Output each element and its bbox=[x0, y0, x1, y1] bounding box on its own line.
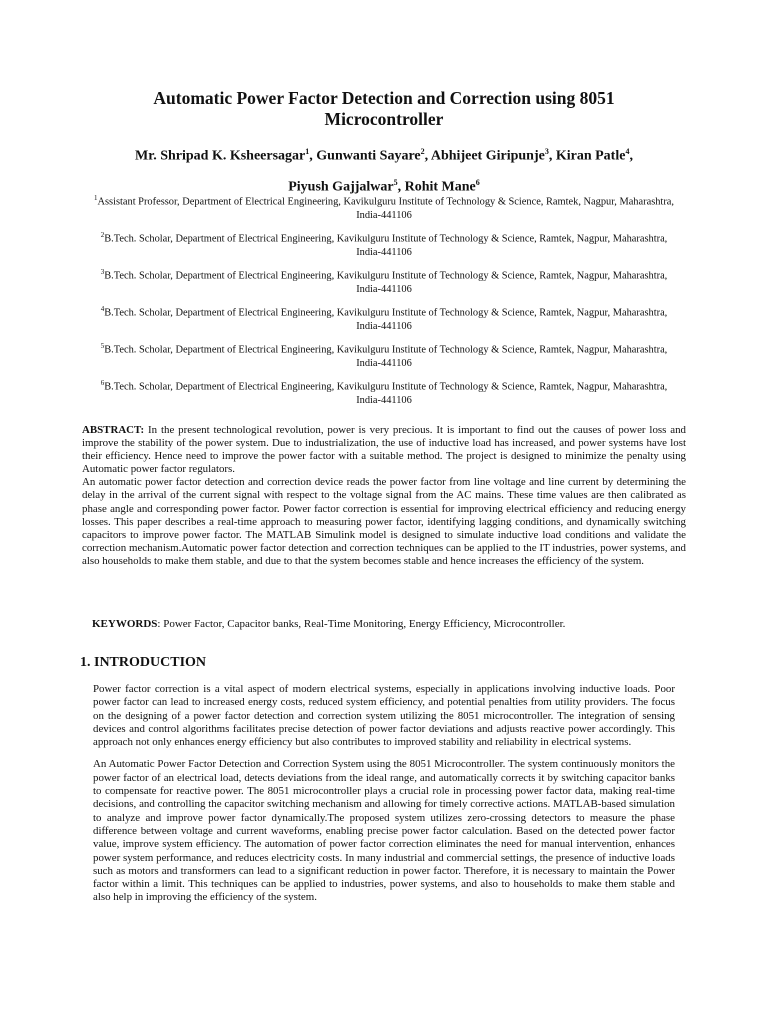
author-name: Rohit Mane bbox=[404, 179, 476, 195]
affiliation bbox=[90, 340, 678, 377]
author-separator: , bbox=[309, 148, 317, 164]
author-superscript: 3 bbox=[544, 147, 549, 156]
affiliation bbox=[90, 229, 678, 266]
author-name: Gunwanti Sayare bbox=[316, 148, 421, 164]
author-superscript: 5 bbox=[393, 177, 398, 187]
affiliation-text: Assistant Professor, Department of Electrical Engineering, Kavikulguru Institute of Technology & Science, Ramtek, Nagpur, Maharashtra, India-441106 bbox=[97, 196, 674, 221]
abstract-label: ABSTRACT: bbox=[82, 424, 145, 436]
author-name: Abhijeet Giripunje bbox=[430, 148, 545, 164]
affiliation-superscript: 4 bbox=[100, 305, 105, 313]
affiliation bbox=[90, 377, 678, 414]
abstract-paragraph: An automatic power factor detection and correction device reads the power factor from line voltage and line current by determining the delay in the arrival of the current signal with respect to the voltage signal from the AC mains. These time values are then calibrated as phase angle and corresponding power factor. Power factor correction is essential for improving electrical efficiency and reducing energy losses. This paper describes a real-time approach to measuring power factor, identifying lagging conditions, and dynamically switching capacitors to improve power factor. The MATLAB Simulink model is designed to simulate inductive load conditions and validate the correction mechanism.Automatic power factor detection and correction techniques can be applied to the IT industries, power systems, and also households to make them stable, and due to that the system becomes stable and hence increases the efficiency of the system. bbox=[82, 476, 686, 567]
affiliation bbox=[90, 303, 678, 340]
introduction-body bbox=[93, 683, 675, 914]
affiliation-superscript: 6 bbox=[100, 379, 105, 387]
author-line-1 bbox=[80, 139, 688, 170]
author-name: Kiran Patle bbox=[555, 148, 626, 164]
affiliation-text: B.Tech. Scholar, Department of Electrical Engineering, Kavikulguru Institute of Technology & Science, Ramtek, Nagpur, Maharashtra, India-441106 bbox=[104, 270, 668, 295]
paper-title: Automatic Power Factor Detection and Correction using 8051 Microcontroller bbox=[153, 88, 615, 129]
author-superscript: 1 bbox=[305, 147, 310, 156]
author-name: Mr. Shripad K. Ksheersagar bbox=[135, 148, 306, 164]
author-superscript: 2 bbox=[420, 147, 425, 156]
affiliation-superscript: 1 bbox=[93, 194, 98, 202]
affiliation-text: B.Tech. Scholar, Department of Electrical Engineering, Kavikulguru Institute of Technology & Science, Ramtek, Nagpur, Maharashtra, India-441106 bbox=[104, 344, 668, 369]
abstract-text: In the present technological revolution, power is very precious. It is important to find out the causes of power loss and improve the stability of the power system. Due to industrialization, the use of inductive load has increased, and power systems have lost their efficiency. Hence need to improve the power factor with a suitable method. The project is designed to minimize the penalty using Automatic power factor regulators. bbox=[82, 424, 686, 476]
body-paragraph: Power factor correction is a vital aspect of modern electrical systems, especially in applications involving inductive loads. Poor power factor can lead to increased energy costs, reduced system efficiency, and potential penalties from utility providers. The focus on the designing of a power factor detection and correction system utilizing the 8051 microcontroller. The integration of sensing devices and control algorithms facilitates precise detection of power factor deviations and adjusts reactive power accordingly. This approach not only enhances energy efficiency but also contributes to improved stability and reliability in electrical systems. bbox=[93, 683, 675, 749]
affiliation-superscript: 5 bbox=[100, 342, 105, 350]
author-superscript: 4 bbox=[625, 147, 630, 156]
author-separator: , bbox=[548, 148, 556, 164]
keywords-label: KEYWORDS bbox=[92, 618, 158, 630]
affiliation-text: B.Tech. Scholar, Department of Electrical Engineering, Kavikulguru Institute of Technology & Science, Ramtek, Nagpur, Maharashtra, India-441106 bbox=[104, 381, 668, 406]
affiliation bbox=[90, 192, 678, 229]
affiliation-superscript: 2 bbox=[100, 231, 105, 239]
keywords-text: : Power Factor, Capacitor banks, Real-Time Monitoring, Energy Efficiency, Microcontroller. bbox=[157, 618, 566, 630]
author-separator: , bbox=[397, 179, 405, 195]
affiliation-list bbox=[90, 192, 678, 414]
abstract bbox=[82, 424, 686, 568]
body-paragraph: An Automatic Power Factor Detection and Correction System using the 8051 Microcontroller. The system continuously monitors the power factor of an electrical load, detects deviations from the ideal range, and automatically corrects it by switching capacitor banks to compensate for reactive power. The 8051 microcontroller plays a crucial role in processing power factor data, making real-time decisions, and controlling the capacitor switching mechanism and allowing for timely corrective actions. MATLAB-based simulation to analyze and improve power factor dynamically.The proposed system utilizes zero-crossing detectors to measure the phase difference between voltage and current waveforms, enabling precise power factor calculation. Based on the detected power factor value, improve system efficiency. The automation of power factor correction eliminates the need for manual intervention, enhances power system performance, and reduces electricity costs. In many industrial and commercial settings, the presence of inductive loads such as motors and transformers can lead to a significant reduction in power factor. Therefore, it is necessary to maintain the Power factor within a limit. This techniques can be applied to industries, power systems, and also to households to make them stable and also help in improving the efficiency of the system. bbox=[93, 758, 675, 904]
affiliation-text: B.Tech. Scholar, Department of Electrical Engineering, Kavikulguru Institute of Technology & Science, Ramtek, Nagpur, Maharashtra, India-441106 bbox=[104, 307, 668, 332]
affiliation-text: B.Tech. Scholar, Department of Electrical Engineering, Kavikulguru Institute of Technology & Science, Ramtek, Nagpur, Maharashtra, India-441106 bbox=[104, 233, 668, 258]
affiliation bbox=[90, 266, 678, 303]
author-separator: , bbox=[424, 148, 431, 164]
abstract-paragraph bbox=[82, 424, 686, 476]
author-name: Piyush Gajjalwar bbox=[288, 179, 394, 195]
author-separator: , bbox=[629, 148, 633, 164]
author-superscript: 6 bbox=[475, 177, 480, 187]
affiliation-superscript: 3 bbox=[100, 268, 105, 276]
keywords bbox=[92, 617, 686, 631]
section-heading: 1. INTRODUCTION bbox=[80, 655, 207, 670]
